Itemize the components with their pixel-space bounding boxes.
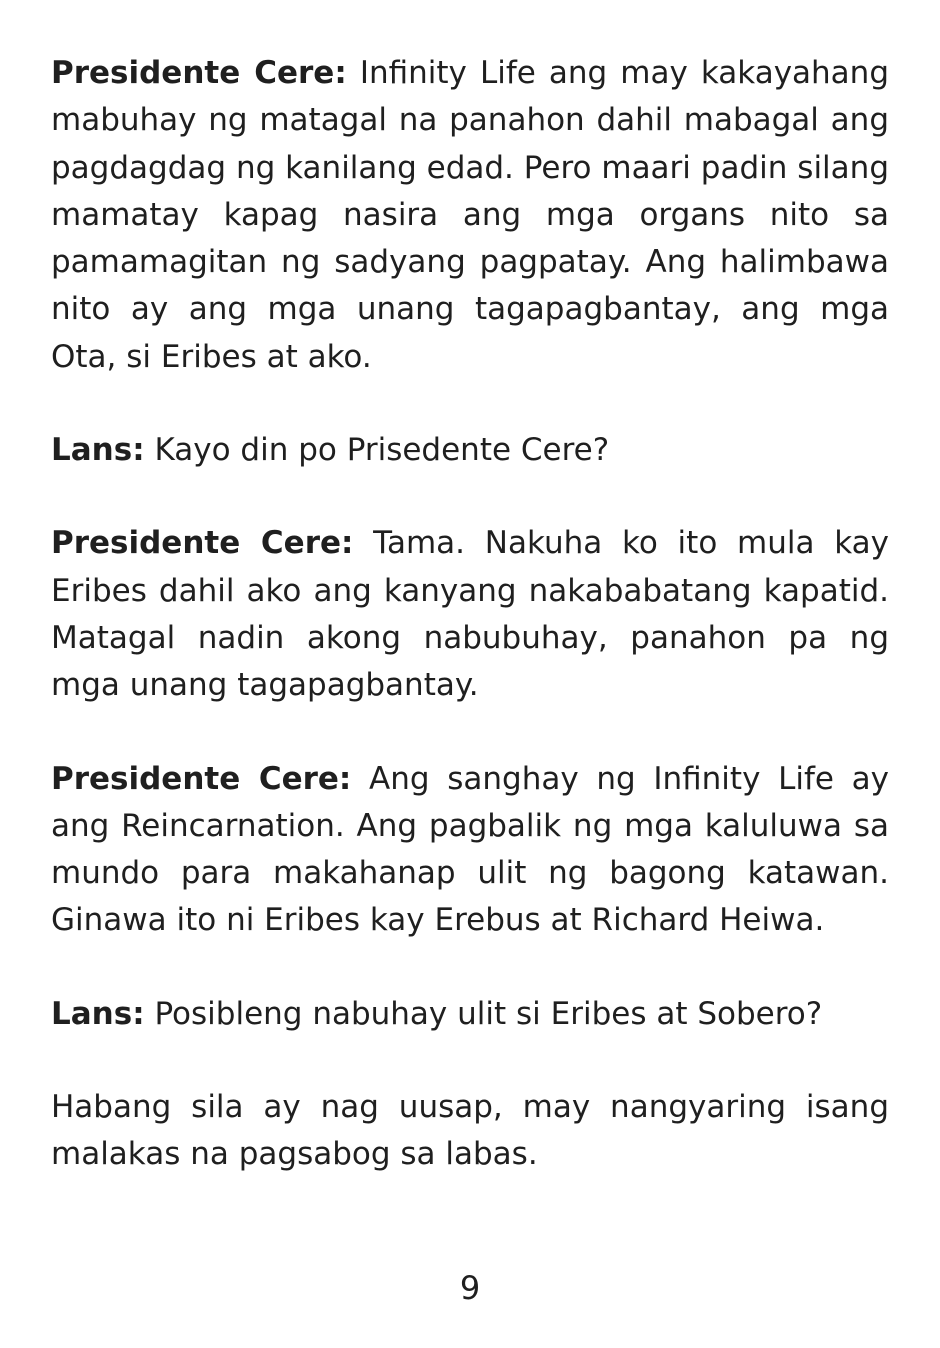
dialogue-text: Ang sanghay ng Infinity Life ay ang Reincarnation. Ang pagbalik ng mga kaluluwa sa mundo para makahanap ulit ng bagong katawan. Ginawa ito ni Eribes kay Erebus at Richard Heiwa. [51, 760, 889, 939]
dialogue-text: Kayo din po Prisedente Cere? [154, 432, 610, 469]
dialogue-paragraph [51, 756, 889, 945]
narration-paragraph [51, 1084, 889, 1179]
dialogue-text: Tama. Nakuha ko ito mula kay Eribes dahil ako ang kanyang nakababatang kapatid. Matagal nadin akong nabubuhay, panahon pa ng mga unang tagapagbantay. [51, 525, 889, 704]
dialogue-paragraph [51, 427, 889, 474]
speaker-name: Presidente Cere: [51, 55, 347, 91]
speaker-name: Lans: [51, 995, 145, 1032]
dialogue-text: Posibleng nabuhay ulit si Eribes at Sobero? [154, 995, 823, 1032]
narration-text: Habang sila ay nag uusap, may nangyaring isang malakas na pagsabog sa labas. [51, 1089, 889, 1173]
speaker-name: Lans: [51, 432, 145, 469]
dialogue-text: Infinity Life ang may kakayahang mabuhay ng matagal na panahon dahil mabagal ang pagdagdag ng kanilang edad. Pero maari padin silang mamatay kapag nasira ang mga organs nito sa pamamagitan ng sadyang pagpatay. Ang halimbawa nito ay ang mga unang tagapagbantay, ang mga Ota, si Eribes at ako. [51, 55, 889, 375]
page-number: 9 [459, 1269, 481, 1307]
speaker-name: Presidente Cere: [51, 760, 352, 797]
dialogue-paragraph [51, 50, 889, 381]
dialogue-paragraph [51, 520, 889, 709]
dialogue-paragraph [51, 991, 889, 1038]
speaker-name: Presidente Cere: [51, 525, 354, 562]
page-content [51, 50, 889, 1225]
